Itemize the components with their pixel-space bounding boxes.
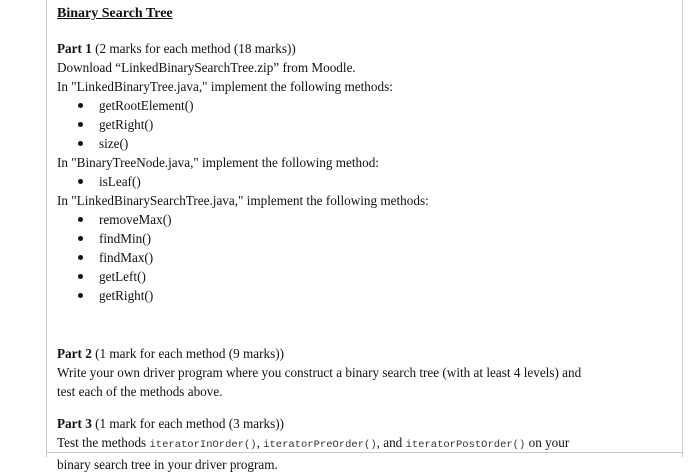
part3-line2: binary search tree in your driver program. [57, 457, 278, 472]
list-item [57, 286, 677, 305]
bullet-icon [78, 179, 83, 184]
method-name: size() [99, 136, 129, 151]
part3-sep2: , and [376, 435, 406, 450]
list-item [57, 210, 677, 229]
part3-header [57, 414, 677, 433]
bullet-icon [78, 122, 83, 127]
group1-method-list [57, 96, 677, 153]
part3-test-prefix: Test the methods [57, 435, 150, 450]
list-item [57, 248, 677, 267]
bullet-icon [78, 217, 83, 222]
method-name: getLeft() [99, 269, 146, 284]
page-border-left [46, 0, 47, 457]
method-name: getRight() [99, 117, 154, 132]
group2-method-list [57, 172, 677, 191]
method-name: getRootElement() [99, 98, 194, 113]
part2-header [57, 344, 677, 363]
bullet-icon [78, 103, 83, 108]
method-name: findMax() [99, 250, 154, 265]
method-iterator-inorder: iteratorInOrder() [149, 439, 257, 451]
part3-suffix: on your [525, 435, 570, 450]
part2-line1: Write your own driver program where you construct a binary search tree (with at least 4 levels) and [57, 365, 582, 380]
bullet-icon [78, 236, 83, 241]
part1-marks: (2 marks for each method (18 marks)) [91, 41, 296, 56]
group1-intro: In "LinkedBinaryTree.java," implement the following methods: [57, 79, 393, 94]
part1-heading: Part 1 [57, 41, 92, 56]
part1-download-line: Download “LinkedBinarySearchTree.zip” from Moodle. [57, 60, 356, 75]
group2-intro: In "BinaryTreeNode.java," implement the following method: [57, 155, 379, 170]
bullet-icon [78, 255, 83, 260]
bullet-icon [78, 274, 83, 279]
bullet-icon [78, 141, 83, 146]
bullet-icon [78, 293, 83, 298]
list-item [57, 172, 677, 191]
part3-heading: Part 3 [57, 416, 92, 431]
part3-marks: (1 mark for each method (3 marks)) [91, 416, 285, 431]
method-name: getRight() [99, 288, 154, 303]
method-name: findMin() [99, 231, 152, 246]
list-item [57, 267, 677, 286]
list-item [57, 115, 677, 134]
method-iterator-postorder: iteratorPostOrder() [405, 439, 526, 451]
document-title: Binary Search Tree [57, 6, 173, 21]
part2-marks: (1 mark for each method (9 marks)) [91, 346, 285, 361]
part2-heading: Part 2 [57, 346, 92, 361]
list-item [57, 229, 677, 248]
page-border-right [682, 0, 683, 457]
list-item [57, 134, 677, 153]
part1-header [57, 39, 677, 58]
group3-intro: In "LinkedBinarySearchTree.java," implement the following methods: [57, 193, 429, 208]
document-content [57, 4, 677, 474]
method-name: isLeaf() [99, 174, 141, 189]
part3-line1 [57, 433, 677, 455]
method-name: removeMax() [99, 212, 172, 227]
group3-method-list [57, 210, 677, 305]
part2-line2: test each of the methods above. [57, 384, 223, 399]
method-iterator-preorder: iteratorPreOrder() [263, 439, 377, 451]
part3-sep1: , [256, 435, 264, 450]
list-item [57, 96, 677, 115]
